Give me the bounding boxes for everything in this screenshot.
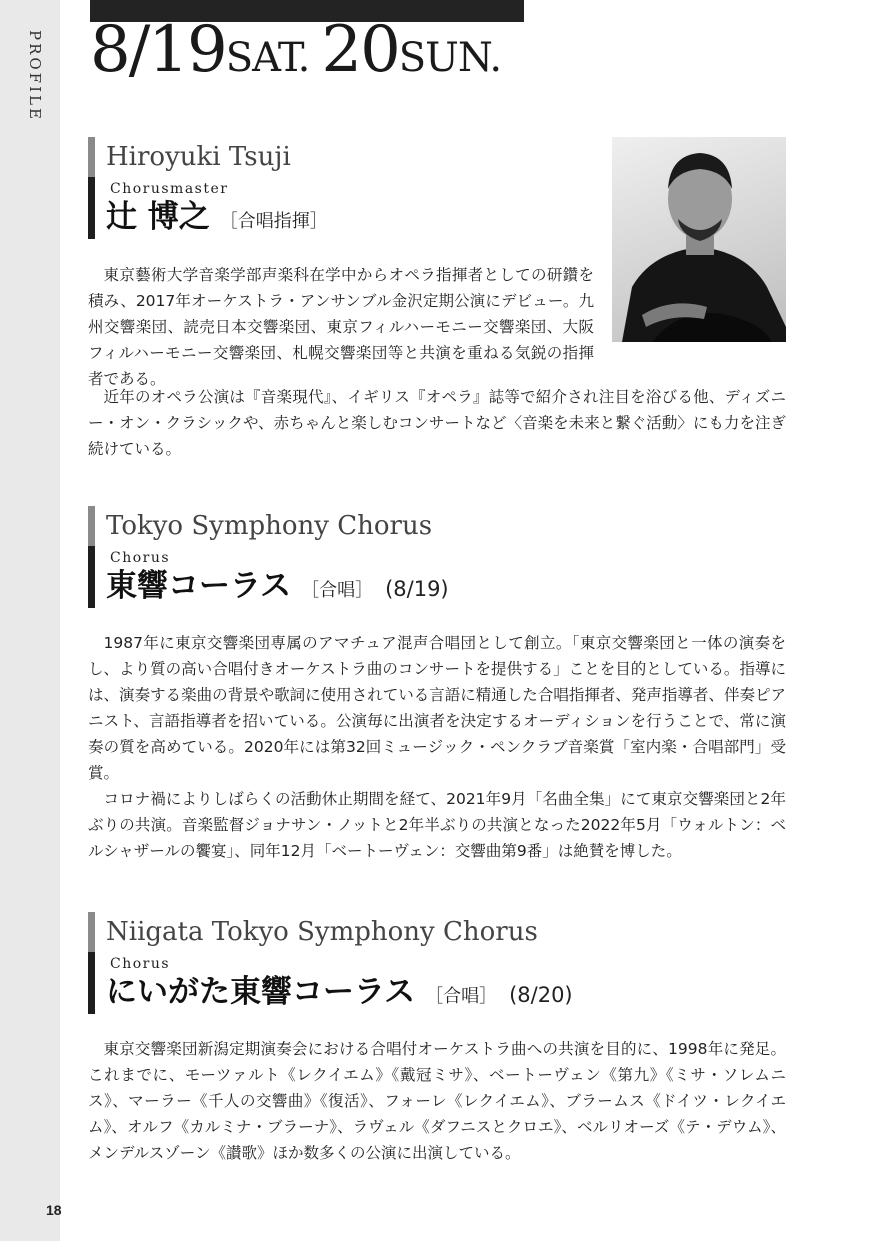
- japanese-role: ［合唱］: [425, 986, 498, 1007]
- paragraph: コロナ禍によりしばらくの活動休止期間を経て、2021年9月「名曲全集」にて東京交響楽団と2年ぶりの共演。音楽監督ジョナサン・ノットと2年半ぶりの共演となった2022年5月「ウォルトン：ベルシャザールの饗宴」、同年12月「ベートーヴェン：交響曲第9番」は絶賛を博した。: [88, 790, 786, 860]
- section-label: PROFILE: [26, 30, 44, 122]
- profile-text-tsuji-2: [88, 384, 786, 462]
- profile-text-tsuji-1: [88, 262, 594, 392]
- day-second: SUN.: [398, 35, 502, 81]
- role-label: Chorus: [110, 956, 171, 972]
- profile-header-tokyo-chorus: [88, 506, 449, 608]
- accent-bar-grey: [88, 137, 95, 177]
- japanese-role: ［合唱指揮］: [219, 211, 328, 232]
- profile-text-niigata-chorus: [88, 1036, 786, 1166]
- accent-bar-black: [88, 546, 95, 608]
- date-heading: [90, 13, 513, 87]
- accent-bar-black: [88, 952, 95, 1014]
- accent-bar-grey: [88, 912, 95, 952]
- conductor-portrait-photo: [612, 137, 786, 342]
- paragraph: 1987年に東京交響楽団専属のアマチュア混声合唱団として創立。「東京交響楽団と一体の演奏をし、より質の高い合唱付きオーケストラ曲のコンサートを提供する」ことを目的としている。指導には、演奏する楽曲の背景や歌詞に使用されている言語に精通した合唱指揮者、発声指導者、伴奏ピアニスト、言語指導者を招いている。公演毎に出演者を決定するオーディションを行うことで、常に演奏の質を高めている。2020年には第32回ミュージック・ペンクラブ音楽賞「室内楽・合唱部門」受賞。: [88, 634, 786, 782]
- page-number: 18: [46, 1202, 62, 1218]
- profile-text-tokyo-chorus: [88, 630, 786, 864]
- japanese-name: にいがた東響コーラス: [106, 974, 416, 1010]
- sidebar: [0, 0, 60, 1241]
- paragraph: 近年のオペラ公演は『音楽現代』、イギリス『オペラ』誌等で紹介され注目を浴びる他、ディズニー・オン・クラシックや、赤ちゃんと楽しむコンサートなど〈音楽を未来と繋ぐ活動〉にも力を注ぎ続けている。: [88, 388, 786, 458]
- japanese-name-row: [106, 972, 573, 1014]
- accent-bar-grey: [88, 506, 95, 546]
- day-first: SAT.: [225, 35, 310, 81]
- english-name: Hiroyuki Tsuji: [106, 142, 291, 172]
- paragraph: 東京藝術大学音楽学部声楽科在学中からオペラ指揮者としての研鑽を積み、2017年オーケストラ・アンサンブル金沢定期公演にデビュー。九州交響楽団、読売日本交響楽団、東京フィルハーモニー交響楽団、大阪フィルハーモニー交響楽団、札幌交響楽団等と共演を重ねる気鋭の指揮者である。: [88, 266, 594, 388]
- japanese-name-row: [106, 566, 449, 608]
- paragraph: 東京交響楽団新潟定期演奏会における合唱付オーケストラ曲への共演を目的に、1998年に発足。これまでに、モーツァルト《レクイエム》《戴冠ミサ》、ベートーヴェン《第九》《ミサ・ソレムニス》、マーラー《千人の交響曲》《復活》、フォーレ《レクイエム》、ブラームス《ドイツ・レクイエム》、オルフ《カルミナ・ブラーナ》、ラヴェル《ダフニスとクロエ》、ベルリオーズ《テ・デウム》、メンデルスゾーン《讃歌》ほか数多くの公演に出演している。: [88, 1040, 786, 1162]
- japanese-role: ［合唱］: [301, 580, 374, 601]
- performance-date: (8/20): [509, 983, 573, 1007]
- english-name: Tokyo Symphony Chorus: [106, 511, 433, 541]
- accent-bar-black: [88, 177, 95, 239]
- date-second: 20: [321, 13, 399, 87]
- profile-header-niigata-chorus: [88, 912, 573, 1014]
- portrait-illustration: [612, 137, 786, 342]
- role-label: Chorus: [110, 550, 171, 566]
- english-name: Niigata Tokyo Symphony Chorus: [106, 917, 538, 947]
- japanese-name: 辻 博之: [106, 199, 210, 235]
- japanese-name-row: [106, 197, 328, 239]
- japanese-name: 東響コーラス: [106, 568, 292, 604]
- profile-header-tsuji: [88, 137, 328, 239]
- date-first: 8/19: [90, 13, 226, 87]
- role-label: Chorusmaster: [110, 181, 229, 197]
- performance-date: (8/19): [385, 577, 449, 601]
